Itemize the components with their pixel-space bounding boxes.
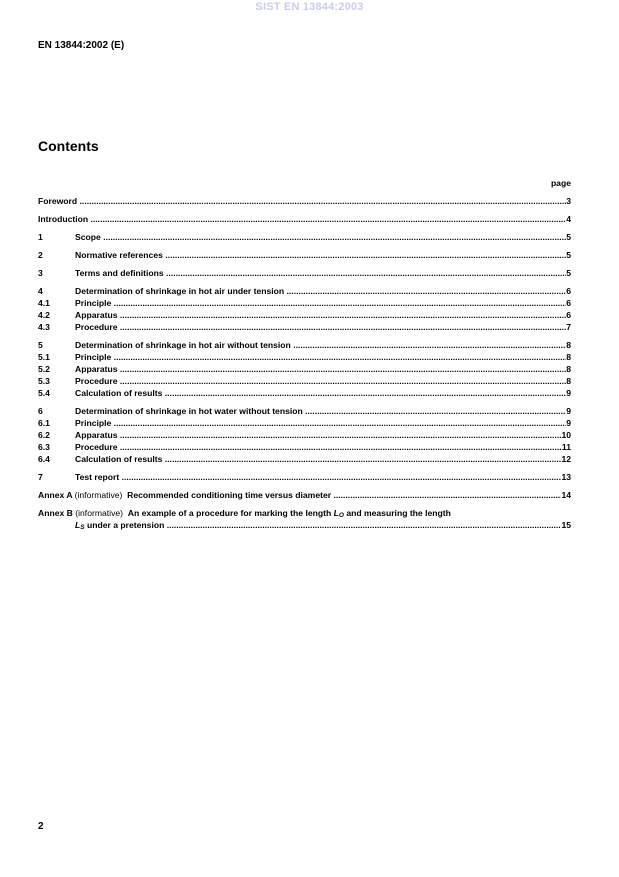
toc-entry-page: 6	[566, 310, 571, 320]
toc-entry-page: 9	[566, 406, 571, 416]
toc-entry-title: Determination of shrinkage in hot air without tension .....	[75, 339, 566, 351]
annex-a-type: (informative)	[74, 490, 123, 500]
toc-entry-title: Apparatus .....	[75, 363, 566, 375]
toc-entry-title: Test report .....	[75, 471, 561, 483]
toc-entry-number: 5.1	[38, 352, 50, 362]
toc-entry-number: 2	[38, 250, 43, 260]
annex-b-title-part1: An example of a procedure for marking the length	[127, 508, 332, 518]
annex-b-type: (informative)	[75, 508, 124, 518]
toc-entry-title: Calculation of results .....	[75, 453, 561, 465]
toc-entry-title: Principle .....	[75, 351, 566, 363]
toc-entry-title: Procedure .....	[75, 375, 566, 387]
toc-entry-title: Scope .....	[75, 231, 566, 243]
toc-entry-annex-b-line2[interactable]	[38, 519, 571, 531]
toc-entry-number: 6.2	[38, 430, 50, 440]
toc-entry-number: 6.1	[38, 418, 50, 428]
toc-entry-annex-a[interactable]	[38, 489, 571, 501]
toc-entry-number: 5.2	[38, 364, 50, 374]
toc-entry-number: 6	[38, 406, 43, 416]
toc-entry-title: Principle .....	[75, 417, 566, 429]
toc-entry-title: Terms and definitions .....	[75, 267, 566, 279]
toc-entry-page: 9	[566, 418, 571, 428]
page-number: 2	[38, 821, 44, 832]
toc-entry-page: 7	[566, 322, 571, 332]
annex-b-title-part3: under a pretension	[86, 520, 165, 530]
toc-entry[interactable]	[38, 429, 571, 441]
toc-entry-page: 6	[566, 298, 571, 308]
toc-entry-title: Foreword .....	[38, 195, 566, 207]
annex-a-page: 14	[561, 490, 571, 500]
toc-entry-number: 5.3	[38, 376, 50, 386]
toc-entry[interactable]	[38, 351, 571, 363]
toc-entry-page: 5	[566, 268, 571, 278]
toc-entry-page: 6	[566, 286, 571, 296]
toc-entry-annex-b-line1[interactable]	[38, 507, 571, 519]
toc-entry[interactable]	[38, 321, 571, 333]
toc-entry[interactable]	[38, 417, 571, 429]
toc-entry-title: Introduction .....	[38, 213, 566, 225]
toc-entry-title: Apparatus .....	[75, 429, 561, 441]
watermark: SIST EN 13844:2003	[255, 1, 364, 13]
toc-entry[interactable]	[38, 339, 571, 351]
annex-b-page: 15	[561, 520, 571, 530]
contents-heading: Contents	[38, 138, 99, 154]
ls-symbol: $L_S$	[75, 520, 85, 531]
toc-entry-page: 8	[566, 376, 571, 386]
toc-entry[interactable]	[38, 285, 571, 297]
toc-entry-page: 12	[561, 454, 571, 464]
annex-a-label: Annex A	[38, 490, 73, 500]
toc-entry-number: 4.1	[38, 298, 50, 308]
document-id: EN 13844:2002 (E)	[38, 40, 125, 51]
annex-b-title-part2: and measuring the length	[346, 508, 451, 518]
toc-entry[interactable]	[38, 249, 571, 261]
table-of-contents	[38, 177, 571, 531]
toc-entry[interactable]	[38, 453, 571, 465]
toc-entry-number: 1	[38, 232, 43, 242]
toc-entry-page: 8	[566, 340, 571, 350]
toc-entry[interactable]	[38, 363, 571, 375]
toc-entry-page: 8	[566, 352, 571, 362]
toc-entry-title: Determination of shrinkage in hot air under tension .....	[75, 285, 566, 297]
toc-entry-title: Normative references .....	[75, 249, 566, 261]
toc-entry-number: 4.2	[38, 310, 50, 320]
toc-entry[interactable]	[38, 267, 571, 279]
toc-entry-number: 4	[38, 286, 43, 296]
toc-entry-page: 13	[561, 472, 571, 482]
toc-entry-page: 5	[566, 250, 571, 260]
toc-entry-title: Procedure .....	[75, 321, 566, 333]
toc-entry[interactable]	[38, 471, 571, 483]
toc-entry-leader	[75, 519, 561, 534]
toc-entry-title: Apparatus .....	[75, 309, 566, 321]
toc-entry-title: Procedure .....	[75, 441, 562, 453]
toc-entry-number: 5.4	[38, 388, 50, 398]
toc-entry-title: Principle .....	[75, 297, 566, 309]
page-column-label: page	[550, 178, 571, 188]
toc-entry-page: 8	[566, 364, 571, 374]
toc-entry-leader	[38, 489, 561, 501]
toc-entry-number: 5	[38, 340, 43, 350]
toc-entry-page: 9	[566, 388, 571, 398]
toc-entry-page: 3	[566, 196, 571, 206]
annex-a-title: Recommended conditioning time versus diameter	[127, 490, 332, 500]
toc-entry[interactable]	[38, 405, 571, 417]
toc-entry[interactable]	[38, 195, 571, 207]
toc-entry[interactable]	[38, 441, 571, 453]
toc-entry-page: 5	[566, 232, 571, 242]
toc-entry-page: 11	[561, 442, 571, 452]
toc-entry-title: Calculation of results .....	[75, 387, 566, 399]
toc-entry[interactable]	[38, 309, 571, 321]
toc-entry-number: 7	[38, 472, 43, 482]
toc-entry-page: 10	[561, 430, 571, 440]
toc-entry[interactable]	[38, 387, 571, 399]
toc-entry-number: 6.3	[38, 442, 50, 452]
toc-entry[interactable]	[38, 231, 571, 243]
toc-entry[interactable]	[38, 375, 571, 387]
toc-entry-number: 4.3	[38, 322, 50, 332]
toc-entry-page: 4	[566, 214, 571, 224]
annex-b-label: Annex B	[38, 508, 73, 518]
toc-entry[interactable]	[38, 213, 571, 225]
toc-entry[interactable]	[38, 297, 571, 309]
toc-entry-number: 3	[38, 268, 43, 278]
l0-symbol: $L_O$	[333, 508, 344, 519]
toc-entry-number: 6.4	[38, 454, 50, 464]
toc-entry-title: Determination of shrinkage in hot water without tension .....	[75, 405, 566, 417]
toc-rows	[38, 195, 571, 483]
